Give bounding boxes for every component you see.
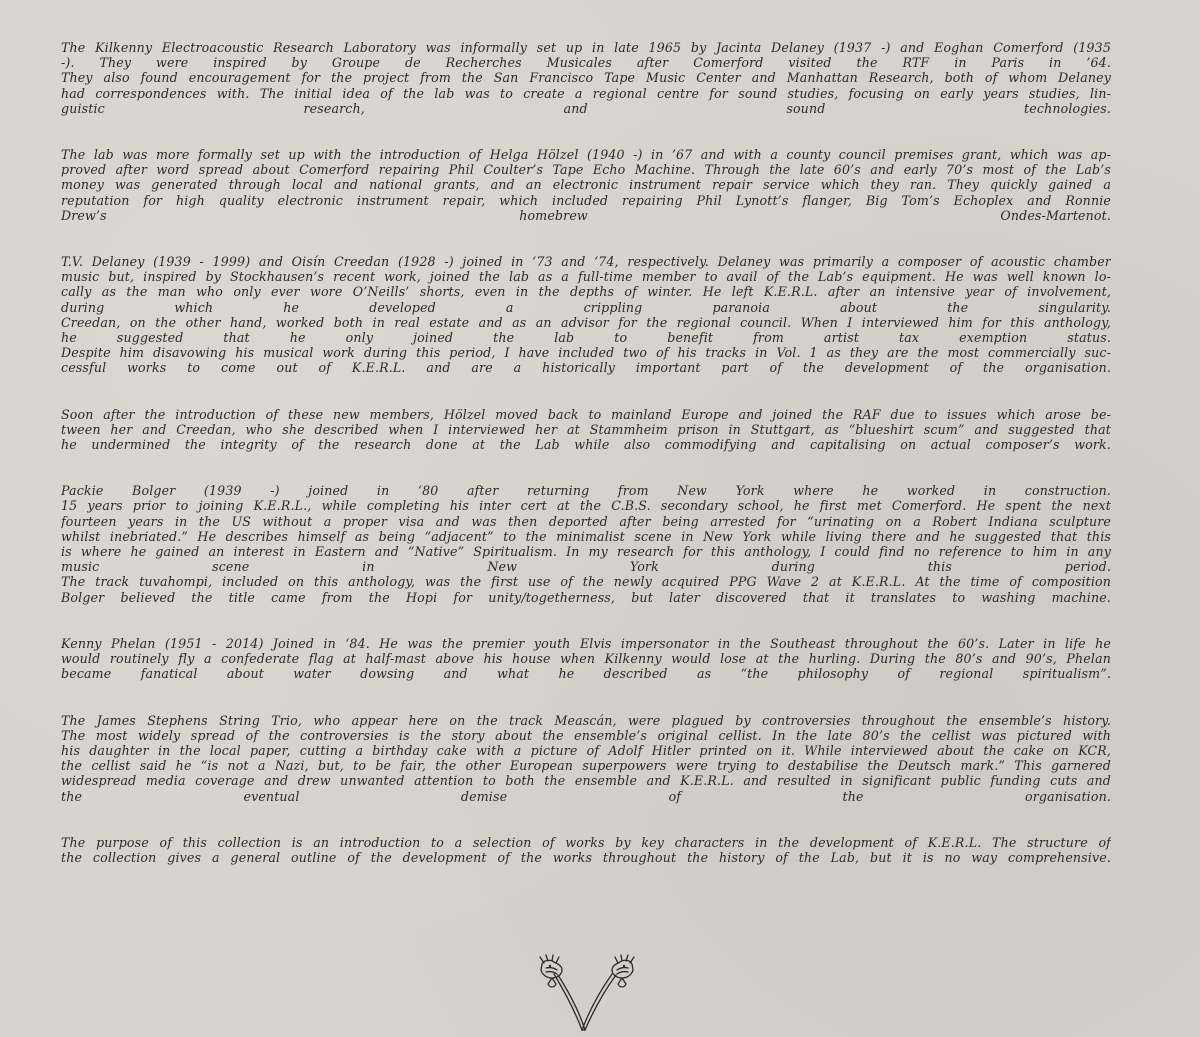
hands-holding-forked-branch-icon — [532, 954, 644, 1032]
text-line: proved after word spread about Comerford repairing Phil Coulter’s Tape Echo Machine. Through the late 60’s and early 70’s most of the Lab’s — [61, 162, 1111, 178]
text-line: the eventual demise of the organisation. — [61, 788, 1111, 804]
paragraph-formal-setup — [61, 147, 1111, 223]
text-line: cessful works to come out of K.E.R.L. and are a historically important part of the development of the organisation. — [61, 360, 1111, 376]
text-line: he suggested that he only joined the lab to benefit from artist tax exemption status. — [61, 330, 1111, 346]
text-line: The purpose of this collection is an introduction to a selection of works by key characters in the development of K.E.R.L. The structure of — [61, 834, 1111, 850]
text-line: whilst inebriated.” He describes himself as being “adjacent” to the minimalist scene in New York while living there and he suggested that this — [61, 528, 1111, 544]
paragraph-delaney-creedan — [61, 254, 1111, 376]
text-line: Bolger believed the title came from the Hopi for unity/togetherness, but later discovered that it translates to washing machine. — [61, 589, 1111, 605]
text-line: The James Stephens String Trio, who appear here on the track Meascán, were plagued by controversies throughout the ensemble’s history. — [61, 712, 1111, 728]
text-line: fourteen years in the US without a proper visa and was then deported after being arrested for “urinating on a Robert Indiana sculpture — [61, 513, 1111, 529]
text-line: The most widely spread of the controversies is the story about the ensemble’s original cellist. In the late 80’s the cellist was pictured with — [61, 727, 1111, 743]
text-line: the cellist said he “is not a Nazi, but, to be fair, the other European superpowers were trying to destabilise the Deutsch mark.” This garnered — [61, 758, 1111, 774]
text-line: Kenny Phelan (1951 - 2014) Joined in ‘84. He was the premier youth Elvis impersonator in the Southeast throughout the 60’s. Later in life he — [61, 635, 1111, 651]
text-line: Packie Bolger (1939 -) joined in ‘80 after returning from New York where he worked in construction. — [61, 483, 1111, 499]
text-line: Creedan, on the other hand, worked both in real estate and as an advisor for the regional council. When I interviewed him for this anthology, — [61, 314, 1111, 330]
paragraph-string-trio — [61, 713, 1111, 804]
text-line: Despite him disavowing his musical work during this period, I have included two of his tracks in Vol. 1 as they are the most commercially suc- — [61, 345, 1111, 361]
text-line: his daughter in the local paper, cutting a birthday cake with a picture of Adolf Hitler printed on it. While interviewed about the cake on KCR, — [61, 742, 1111, 758]
text-line: music scene in New York during this period. — [61, 559, 1111, 575]
text-line: the collection gives a general outline of the development of the works throughout the history of the Lab, but it is no way comprehensive. — [61, 849, 1111, 865]
text-line: money was generated through local and national grants, and an electronic instrument repair service which they ran. They quickly gained a — [61, 177, 1111, 193]
text-line: would routinely fly a confederate flag at half-mast above his house when Kilkenny would lose at the hurling. During the 80’s and 90’s, Phelan — [61, 651, 1111, 667]
text-line: T.V. Delaney (1939 - 1999) and Oisín Creedan (1928 -) joined in ‘73 and ‘74, respectively. Delaney was primarily a composer of acoustic chamber — [61, 254, 1111, 270]
text-line: reputation for high quality electronic instrument repair, which included repairing Phil Lynott’s flanger, Big Tom’s Echoplex and Ronnie — [61, 192, 1111, 208]
text-line: had correspondences with. The initial idea of the lab was to create a regional centre for sound studies, focusing on early years studies, lin- — [61, 85, 1111, 101]
text-line: Soon after the introduction of these new members, Hölzel moved back to mainland Europe and joined the RAF due to issues which arose be- — [61, 406, 1111, 422]
text-line: he undermined the integrity of the research done at the Lab while also commodifying and capitalising on actual composer’s work. — [61, 437, 1111, 453]
paragraph-origins — [61, 40, 1111, 116]
text-line: during which he developed a crippling paranoia about the singularity. — [61, 299, 1111, 315]
text-line: tween her and Creedan, who she described when I interviewed her at Stammheim prison in Stuttgart, as “blueshirt scum” and suggested that — [61, 421, 1111, 437]
text-line: Drew’s homebrew Ondes-Martenot. — [61, 207, 1111, 223]
text-line: music but, inspired by Stockhausen’s recent work, joined the lab as a full-time member to avail of the Lab’s equipment. He was well known lo- — [61, 269, 1111, 285]
text-line: They also found encouragement for the project from the San Francisco Tape Music Center and Manhattan Research, both of whom Delaney — [61, 70, 1111, 86]
text-line: The track tuvahompi, included on this anthology, was the first use of the newly acquired PPG Wave 2 at K.E.R.L. At the time of composition — [61, 574, 1111, 590]
text-line: The lab was more formally set up with the introduction of Helga Hölzel (1940 -) in ’67 and with a county council premises grant, which was ap- — [61, 147, 1111, 163]
paragraph-phelan — [61, 636, 1111, 682]
text-line: The Kilkenny Electroacoustic Research Laboratory was informally set up in late 1965 by Jacinta Delaney (1937 -) and Eoghan Comerford (1935 — [61, 40, 1111, 55]
text-line: cally as the man who only ever wore O’Neills’ shorts, even in the depths of winter. He left K.E.R.L. after an intensive year of involvement, — [61, 284, 1111, 300]
text-line: is where he gained an interest in Eastern and “Native” Spiritualism. In my research for this anthology, I could find no reference to him in any — [61, 544, 1111, 560]
paragraph-holzel — [61, 407, 1111, 453]
text-line: -). They were inspired by Groupe de Recherches Musicales after Comerford visited the RTF in Paris in ’64. — [61, 55, 1111, 71]
text-line: became fanatical about water dowsing and what he described as “the philosophy of regional spiritualism”. — [61, 666, 1111, 682]
text-line: guistic research, and sound technologies. — [61, 100, 1111, 116]
text-line: 15 years prior to joining K.E.R.L., while completing his inter cert at the C.B.S. secondary school, he first met Comerford. He spent the next — [61, 498, 1111, 514]
text-line: widespread media coverage and drew unwanted attention to both the ensemble and K.E.R.L. and resulted in significant public funding cuts and — [61, 773, 1111, 789]
paragraph-purpose — [61, 835, 1111, 865]
paragraph-bolger — [61, 483, 1111, 605]
